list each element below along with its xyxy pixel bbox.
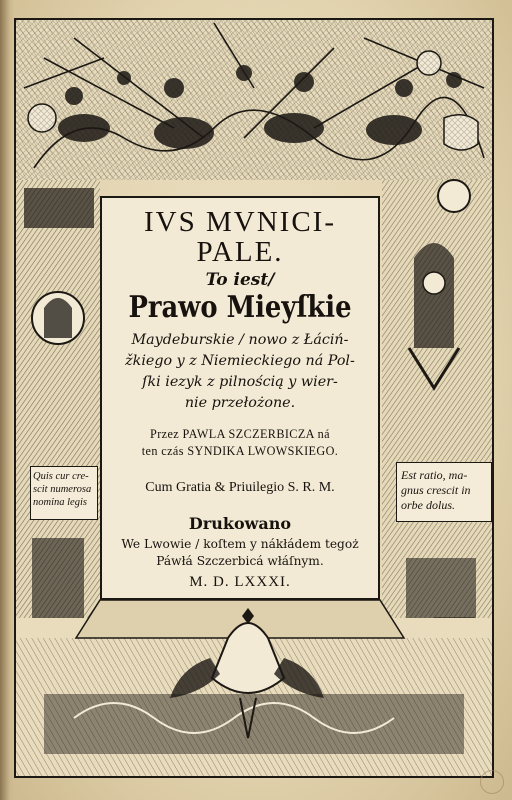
printed-heading: Drukowano (188, 514, 292, 533)
book-gutter (0, 0, 14, 800)
subtitle-to-iest: To iest/ (205, 270, 275, 290)
author-line: Przez PAWLA SZCZERBICZA ná ten czás SYNDIKA LWOWSKIEGO. (141, 427, 339, 458)
publication-year: M. D. LXXXI. (189, 574, 291, 590)
privilege-line: Cum Gratia & Priuilegio S. R. M. (145, 480, 335, 495)
title-line-1: IVS MVNICI- (144, 206, 336, 238)
left-motto-cartouche: Quis cur cre- scit numerosa nomina legis (30, 466, 98, 520)
blackletter-title: Prawo Mieyſkie (128, 290, 352, 325)
library-stamp (480, 770, 504, 794)
battle-scene-woodcut (16, 20, 492, 180)
title-panel (100, 196, 380, 600)
right-motto-cartouche: Est ratio, ma- gnus crescit in orbe dolus. (396, 462, 492, 522)
description-paragraph: Maydeburskie / nowo z Łáciń- žkiego y z Niemieckiego ná Pol- ſki iezyk z pilnością y wier- nie przełożone. (125, 332, 355, 411)
title-line-2: PALE. (196, 236, 284, 268)
imprint-text: We Lwowie / koſtem y nákłádem tegoż Páwłá Szczerbicá włáſnym. (121, 537, 359, 568)
